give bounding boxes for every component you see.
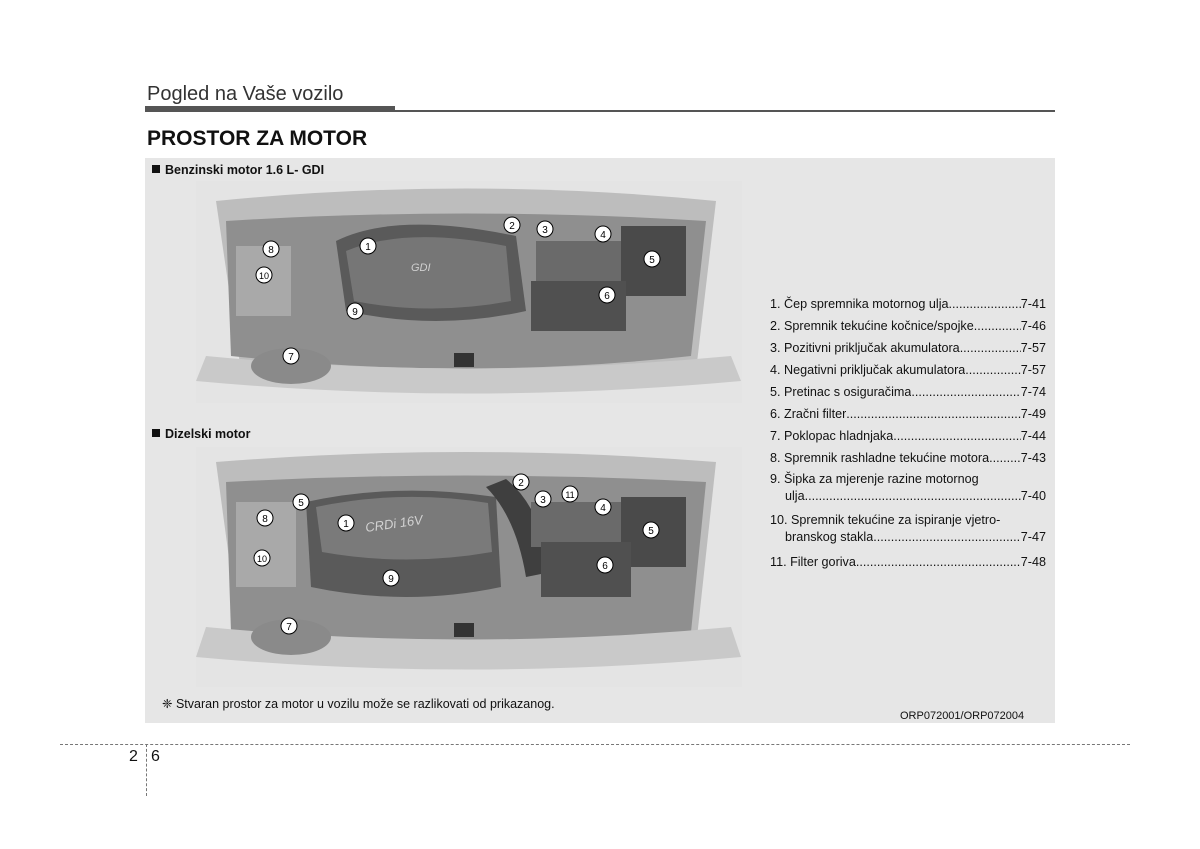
legend-item: 10. Spremnik tekućine za ispiranje vjetro- branskog stakla ..... 7-47 [770, 510, 1046, 551]
callout-1 [360, 238, 376, 254]
petrol-engine-label: Benzinski motor 1.6 L- GDI [152, 163, 324, 177]
callout-6 [597, 557, 613, 573]
section-title: PROSTOR ZA MOTOR [147, 127, 368, 150]
svg-text:5: 5 [649, 255, 655, 266]
parts-legend [770, 293, 1046, 573]
petrol-engine-illustration [196, 181, 742, 403]
legend-item: 11. Filter goriva ..... 7-48 [770, 551, 1046, 573]
callout-5b [643, 522, 659, 538]
svg-text:11: 11 [565, 490, 575, 500]
callout-8 [257, 510, 273, 526]
footer-dashed-rule [60, 744, 1130, 745]
callout-3 [537, 221, 553, 237]
svg-text:1: 1 [365, 242, 371, 253]
header-title: Pogled na Vaše vozilo [147, 83, 344, 105]
svg-text:9: 9 [352, 307, 358, 318]
legend-item: 6. Zračni filter ..... 7-49 [770, 403, 1046, 425]
svg-text:3: 3 [542, 225, 548, 236]
legend-item: 5. Pretinac s osiguračima ..... 7-74 [770, 381, 1046, 403]
page-number: 6 [151, 748, 160, 765]
svg-text:6: 6 [604, 291, 610, 302]
legend-item: 8. Spremnik rashladne tekućine motora ..... 7-43 [770, 447, 1046, 469]
callout-10 [254, 550, 270, 566]
diesel-engine-label: Dizelski motor [152, 427, 250, 441]
legend-item: 1. Čep spremnika motornog ulja ..... 7-41 [770, 293, 1046, 315]
callout-4 [595, 226, 611, 242]
svg-text:4: 4 [600, 230, 606, 241]
svg-text:3: 3 [540, 495, 546, 506]
petrol-engine-photo [196, 181, 742, 403]
footer-dashed-divider [146, 744, 147, 796]
svg-text:2: 2 [509, 221, 515, 232]
svg-text:7: 7 [286, 622, 292, 633]
svg-text:8: 8 [262, 514, 268, 525]
svg-text:6: 6 [602, 561, 608, 572]
callout-1 [338, 515, 354, 531]
callout-7 [281, 618, 297, 634]
chapter-number: 2 [129, 748, 138, 765]
diesel-emblem: CRDi 16V [364, 512, 424, 535]
callout-10 [256, 267, 272, 283]
svg-text:10: 10 [258, 271, 270, 281]
callout-9 [383, 570, 399, 586]
callout-9 [347, 303, 363, 319]
svg-text:5: 5 [298, 498, 304, 509]
callout-2 [504, 217, 520, 233]
legend-item: 7. Poklopac hladnjaka ..... 7-44 [770, 425, 1046, 447]
svg-text:4: 4 [600, 503, 606, 514]
svg-text:7: 7 [288, 352, 294, 363]
callout-6 [599, 287, 615, 303]
disclaimer-note: ❈ Stvaran prostor za motor u vozilu može se razlikovati od prikazanog. [162, 697, 555, 711]
diesel-engine-photo [196, 447, 742, 687]
svg-text:5: 5 [648, 526, 654, 537]
callout-8 [263, 241, 279, 257]
callout-5 [293, 494, 309, 510]
header-rule-thin [395, 110, 1055, 112]
legend-item: 9. Šipka za mjerenje razine motornog ulja...... ..... 7-40 [770, 469, 1046, 510]
square-bullet-icon [152, 165, 160, 173]
header-rule-thick [145, 106, 395, 112]
callout-7 [283, 348, 299, 364]
petrol-emblem: GDI [411, 262, 431, 274]
diesel-engine-illustration [196, 447, 742, 687]
svg-text:1: 1 [343, 519, 349, 530]
square-bullet-icon [152, 429, 160, 437]
svg-text:8: 8 [268, 245, 274, 256]
svg-text:10: 10 [256, 554, 268, 564]
svg-text:9: 9 [388, 574, 394, 585]
photo-code: ORP072001/ORP072004 [900, 710, 1025, 722]
callout-3 [535, 491, 551, 507]
legend-item: 3. Pozitivni priključak akumulatora ..... 7-57 [770, 337, 1046, 359]
legend-item: 4. Negativni priključak akumulatora ..... 7-57 [770, 359, 1046, 381]
callout-5 [644, 251, 660, 267]
svg-text:2: 2 [518, 478, 524, 489]
callout-11 [562, 486, 578, 502]
callout-4 [595, 499, 611, 515]
callout-2 [513, 474, 529, 490]
legend-item: 2. Spremnik tekućine kočnice/spojke ..... 7-46 [770, 315, 1046, 337]
